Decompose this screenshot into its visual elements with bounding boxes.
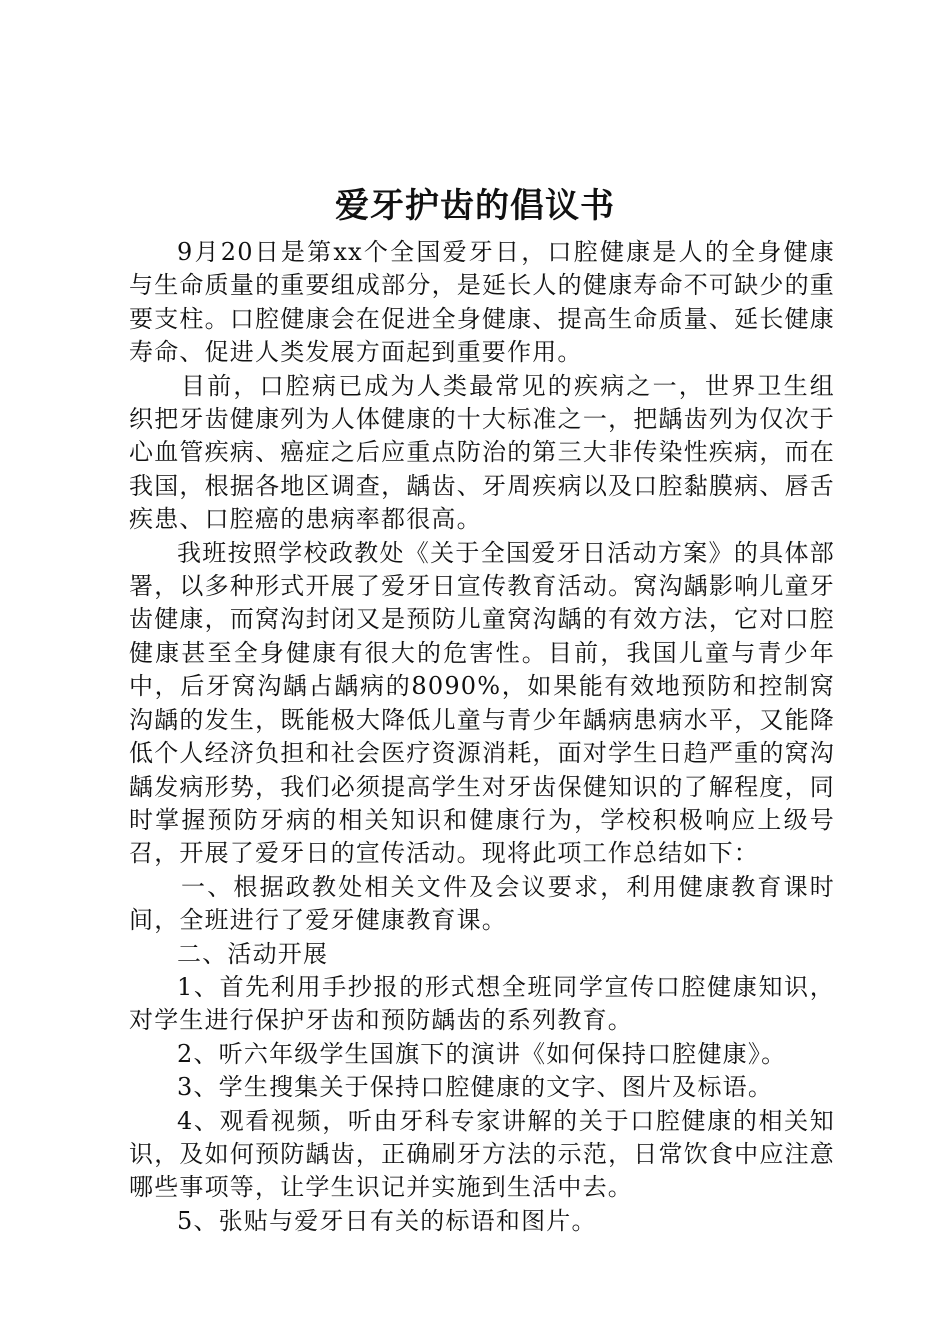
paragraph-section-two-heading: 二、活动开展 bbox=[177, 939, 329, 968]
paragraph-current-situation: 目前，口腔病已成为人类最常见的疾病之一，世界卫生组织把牙齿健康列为人体健康的十大标准之一，把龋齿列为仅次于心血管疾病、癌症之后应重点防治的第三大非传染性疾病，而在我国，根据各地区调查，龋齿、牙周疾病以及口腔黏膜病、唇舌疾患、口腔癌的患病率都很高。 bbox=[129, 371, 835, 534]
paragraph-item-1: 1、首先利用手抄报的形式想全班同学宣传口腔健康知识，对学生进行保护牙齿和预防龋齿的系列教育。 bbox=[129, 972, 835, 1035]
paragraph-item-5: 5、张贴与爱牙日有关的标语和图片。 bbox=[177, 1206, 597, 1235]
paragraph-item-3: 3、学生搜集关于保持口腔健康的文字、图片及标语。 bbox=[177, 1073, 774, 1102]
paragraph-class-activities: 我班按照学校政教处《关于全国爱牙日活动方案》的具体部署，以多种形式开展了爱牙日宣传教育活动。窝沟龋影响儿童牙齿健康，而窝沟封闭又是预防儿童窝沟龋的有效方法，它对口腔健康甚至全身健康有很大的危害性。目前，我国儿童与青少年中，后牙窝沟龋占龋病的8090%，如果能有效地预防和控制窝沟龋的发生，既能极大降低儿童与青少年龋病患病水平，又能降低个人经济负担和社会医疗资源消耗，面对学生日趋严重的窝沟龋发病形势，我们必须提高学生对牙齿保健知识的了解程度，同时掌握预防牙病的相关知识和健康行为，学校积极响应上级号召，开展了爱牙日的宣传活动。现将此项工作总结如下： bbox=[129, 538, 835, 868]
document-title: 爱牙护齿的倡议书 bbox=[335, 186, 615, 226]
paragraph-section-one: 一、根据政教处相关文件及会议要求，利用健康教育课时间，全班进行了爱牙健康教育课。 bbox=[129, 872, 835, 935]
paragraph-intro: 9月20日是第xx个全国爱牙日，口腔健康是人的全身健康与生命质量的重要组成部分，是延长人的健康寿命不可缺少的重要支柱。口腔健康会在促进全身健康、提高生命质量、延长健康寿命、促进人类发展方面起到重要作用。 bbox=[129, 238, 835, 367]
document-body bbox=[129, 236, 835, 1238]
paragraph-item-4: 4、观看视频，听由牙科专家讲解的关于口腔健康的相关知识，及如何预防龋齿，正确刷牙方法的示范，日常饮食中应注意哪些事项等，让学生识记并实施到生活中去。 bbox=[129, 1106, 835, 1202]
paragraph-item-2: 2、听六年级学生国旗下的演讲《如何保持口腔健康》。 bbox=[177, 1039, 787, 1068]
